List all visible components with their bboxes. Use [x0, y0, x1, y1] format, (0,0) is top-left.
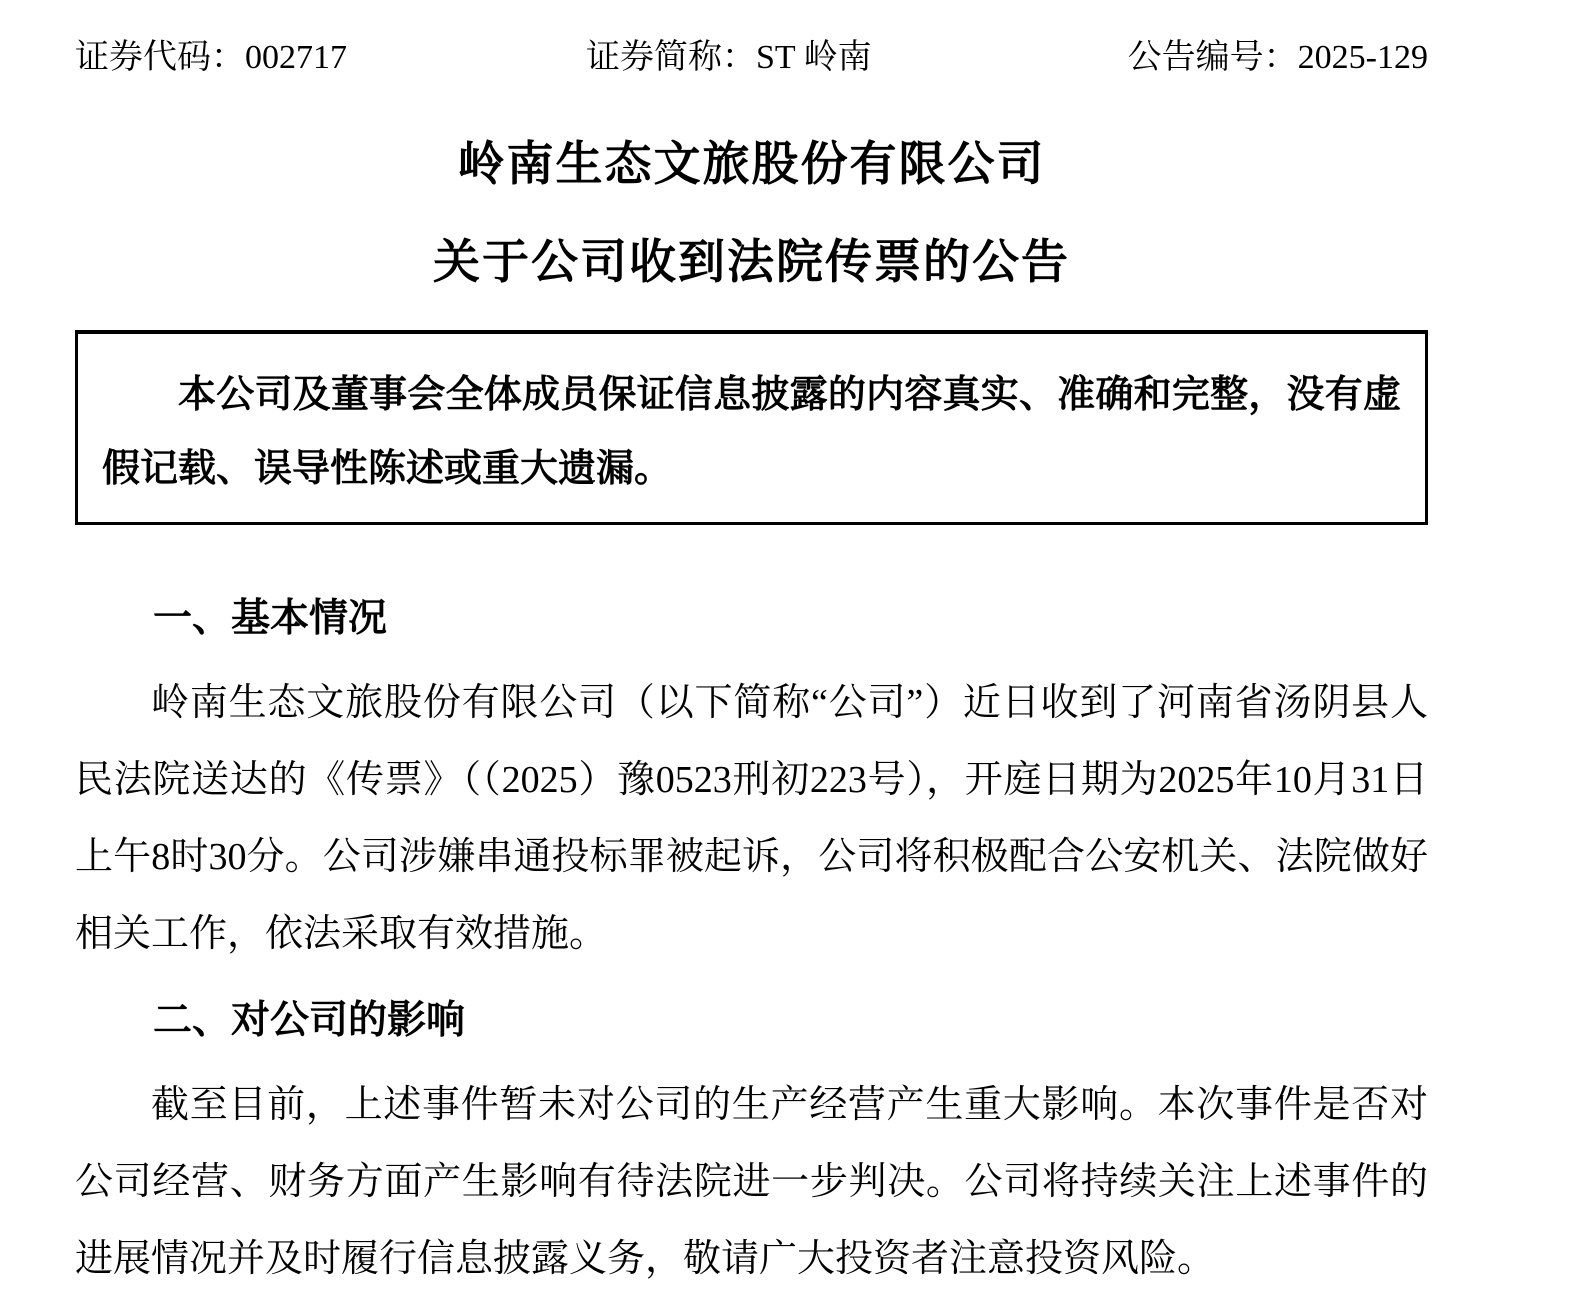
announcement-title: 关于公司收到法院传票的公告: [433, 237, 1070, 289]
section-heading-basic-info: 一、基本情况: [153, 597, 388, 640]
section-body-impact: 截至目前，上述事件暂未对公司的生产经营产生重大影响。本次事件是否对公司经营、财务方面产生影响有待法院进一步判决。公司将持续关注上述事件的进展情况并及时履行信息披露义务，敬请广大投资者注意投资风险。: [75, 1084, 1428, 1280]
stock-short-name: 证券简称：ST 岭南: [586, 39, 872, 76]
disclaimer-box: [75, 330, 1428, 525]
stock-code: 证券代码：002717: [75, 39, 347, 76]
section-heading-impact: 二、对公司的影响: [153, 999, 466, 1042]
document-page: [75, 40, 1428, 1298]
section-body-basic-info: 岭南生态文旅股份有限公司（以下简称“公司”）近日收到了河南省汤阴县人民法院送达的《传票》（（2025）豫0523刑初223号），开庭日期为2025年10月31日上午8时30分。公司涉嫌串通投标罪被起诉，公司将积极配合公安机关、法院做好相关工作，依法采取有效措施。: [75, 682, 1428, 955]
company-name-title: 岭南生态文旅股份有限公司: [457, 139, 1046, 191]
securities-header-row: [75, 40, 1428, 76]
disclaimer-text: 本公司及董事会全体成员保证信息披露的内容真实、准确和完整，没有虚假记载、误导性陈述或重大遗漏。: [102, 374, 1401, 490]
announcement-number: 公告编号：2025-129: [1127, 39, 1428, 76]
